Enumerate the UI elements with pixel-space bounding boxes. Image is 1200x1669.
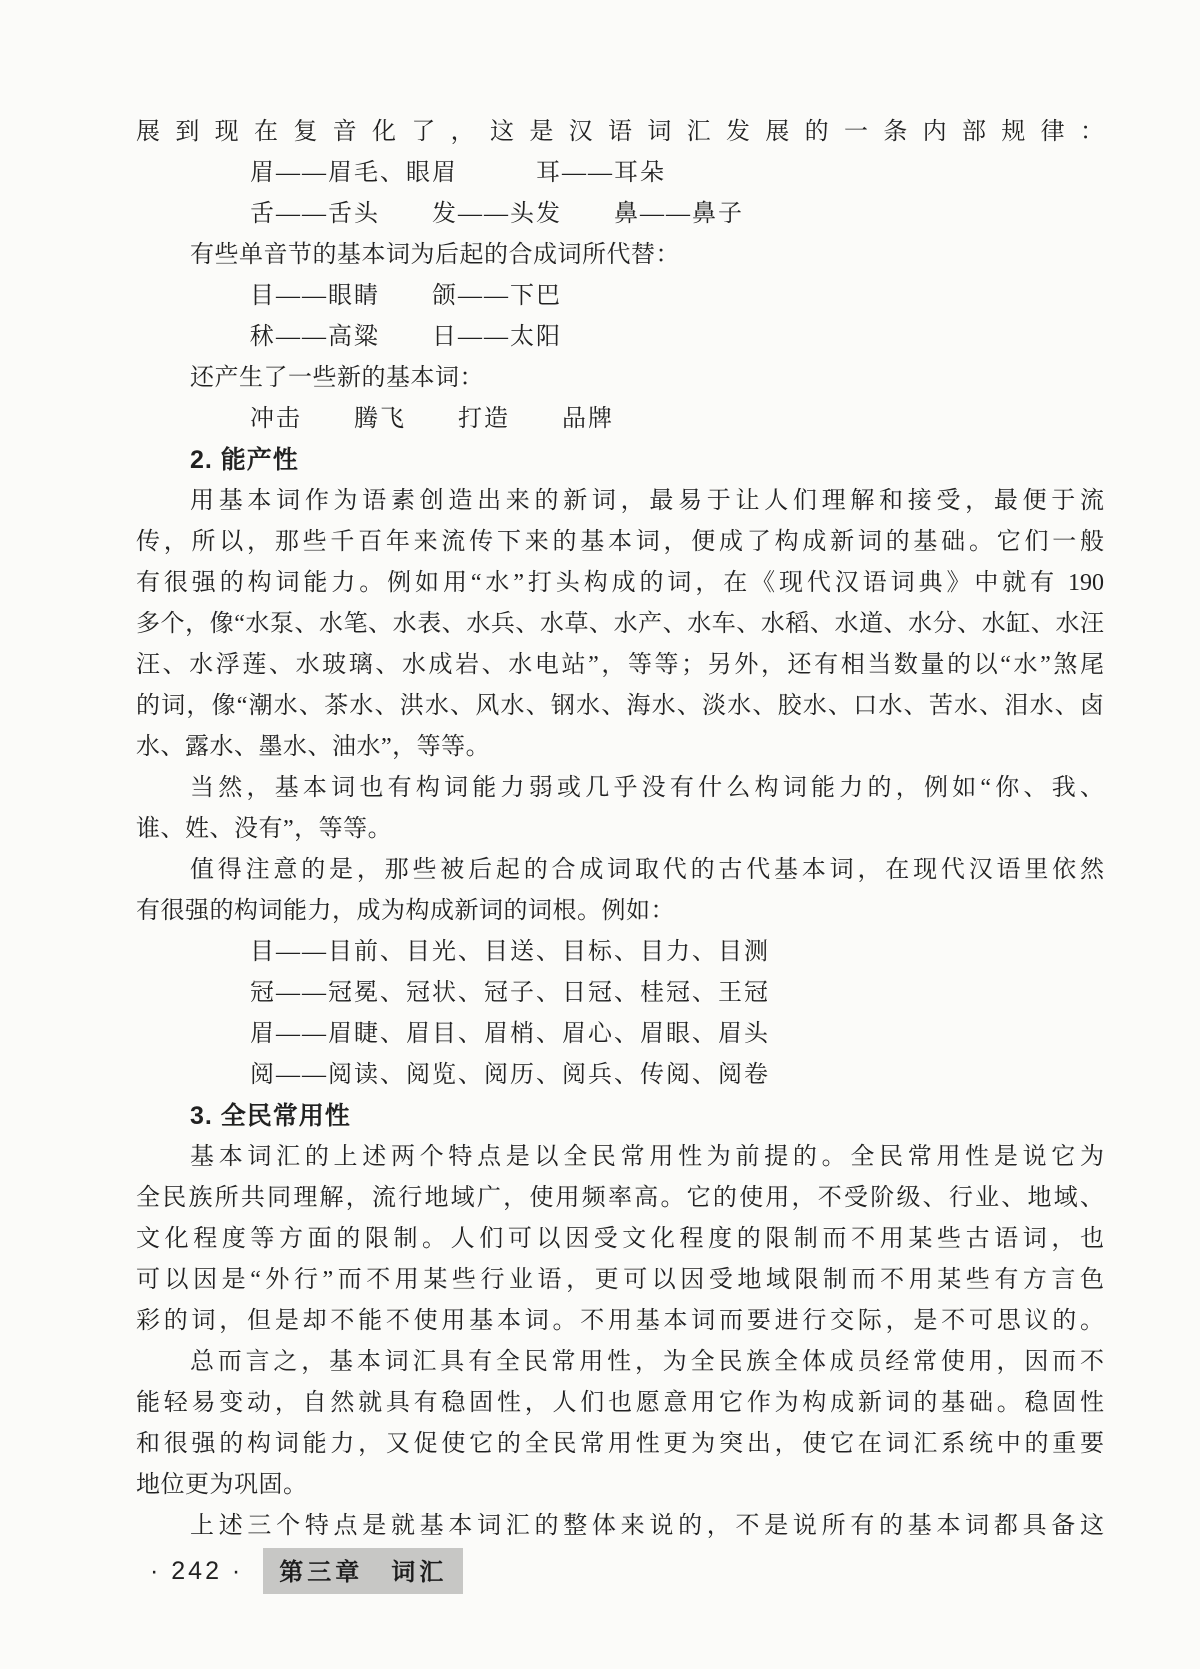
section-heading-2: 2. 能产性	[190, 446, 299, 474]
body-line: 水、露水、墨水、油水”，等等。	[136, 734, 491, 760]
example-line: 冠——冠冕、冠状、冠子、日冠、桂冠、王冠	[250, 980, 770, 1006]
body-line: 全民族所共同理解，流行地域广，使用频率高。它的使用，不受阶级、行业、地域、	[136, 1185, 1104, 1211]
body-line: 多个，像“水泵、水笔、水表、水兵、水草、水产、水车、水稻、水道、水分、水缸、水汪	[136, 611, 1104, 637]
body-line: 汪、水浮莲、水玻璃、水成岩、水电站”，等等；另外，还有相当数量的以“水”煞尾	[136, 652, 1104, 678]
body-line: 的词，像“潮水、茶水、洪水、风水、钢水、海水、淡水、胶水、口水、苦水、泪水、卤	[136, 693, 1104, 719]
body-line: 还产生了一些新的基本词：	[190, 365, 484, 391]
body-line: 基本词汇的上述两个特点是以全民常用性为前提的。全民常用性是说它为	[190, 1144, 1104, 1170]
example-line: 秫——高粱 日——太阳	[250, 324, 562, 350]
example-line: 目——目前、目光、目送、目标、目力、目测	[250, 939, 770, 965]
page-number: · 242 ·	[150, 1556, 244, 1585]
example-line: 阅——阅读、阅览、阅历、阅兵、传阅、阅卷	[250, 1062, 770, 1088]
body-line: 彩的词，但是却不能不使用基本词。不用基本词而要进行交际，是不可思议的。	[136, 1308, 1104, 1334]
body-line: 文化程度等方面的限制。人们可以因受文化程度的限制而不用某些古语词，也	[136, 1226, 1104, 1252]
page-text-block	[136, 112, 1104, 1547]
body-line: 传，所以，那些千百年来流传下来的基本词，便成了构成新词的基础。它们一般	[136, 529, 1104, 555]
section-heading-3: 3. 全民常用性	[190, 1102, 351, 1130]
body-line: 谁、姓、没有”，等等。	[136, 816, 393, 842]
body-line: 可以因是“外行”而不用某些行业语，更可以因受地域限制而不用某些有方言色	[136, 1267, 1104, 1293]
body-line: 总而言之，基本词汇具有全民常用性，为全民族全体成员经常使用，因而不	[190, 1349, 1104, 1375]
body-line: 有很强的构词能力，成为构成新词的词根。例如：	[136, 898, 675, 924]
body-line: 能轻易变动，自然就具有稳固性，人们也愿意用它作为构成新词的基础。稳固性	[136, 1390, 1104, 1416]
example-line: 眉——眉睫、眉目、眉梢、眉心、眉眼、眉头	[250, 1021, 770, 1047]
body-line: 值得注意的是，那些被后起的合成词取代的古代基本词，在现代汉语里依然	[190, 857, 1104, 883]
body-line: 有很强的构词能力。例如用“水”打头构成的词，在《现代汉语词典》中就有 190	[136, 570, 1104, 596]
example-line: 冲击 腾飞 打造 品牌	[250, 406, 614, 432]
example-line: 舌——舌头 发——头发 鼻——鼻子	[250, 201, 744, 227]
body-line: 和很强的构词能力，又促使它的全民常用性更为突出，使它在词汇系统中的重要	[136, 1431, 1104, 1457]
body-line: 用基本词作为语素创造出来的新词，最易于让人们理解和接受，最便于流	[190, 488, 1104, 514]
body-line: 当然，基本词也有构词能力弱或几乎没有什么构词能力的，例如“你、我、	[190, 775, 1104, 801]
page-footer	[150, 1548, 463, 1594]
body-line: 地位更为巩固。	[136, 1472, 308, 1498]
body-line: 展到现在复音化了，这是汉语词汇发展的一条内部规律：	[136, 119, 1104, 145]
body-line: 有些单音节的基本词为后起的合成词所代替：	[190, 242, 680, 268]
example-line: 眉——眉毛、眼眉 耳——耳朵	[250, 160, 666, 186]
example-line: 目——眼睛 颌——下巴	[250, 283, 562, 309]
body-line: 上述三个特点是就基本词汇的整体来说的，不是说所有的基本词都具备这	[190, 1513, 1104, 1539]
chapter-running-head: 第三章 词汇	[263, 1548, 463, 1594]
